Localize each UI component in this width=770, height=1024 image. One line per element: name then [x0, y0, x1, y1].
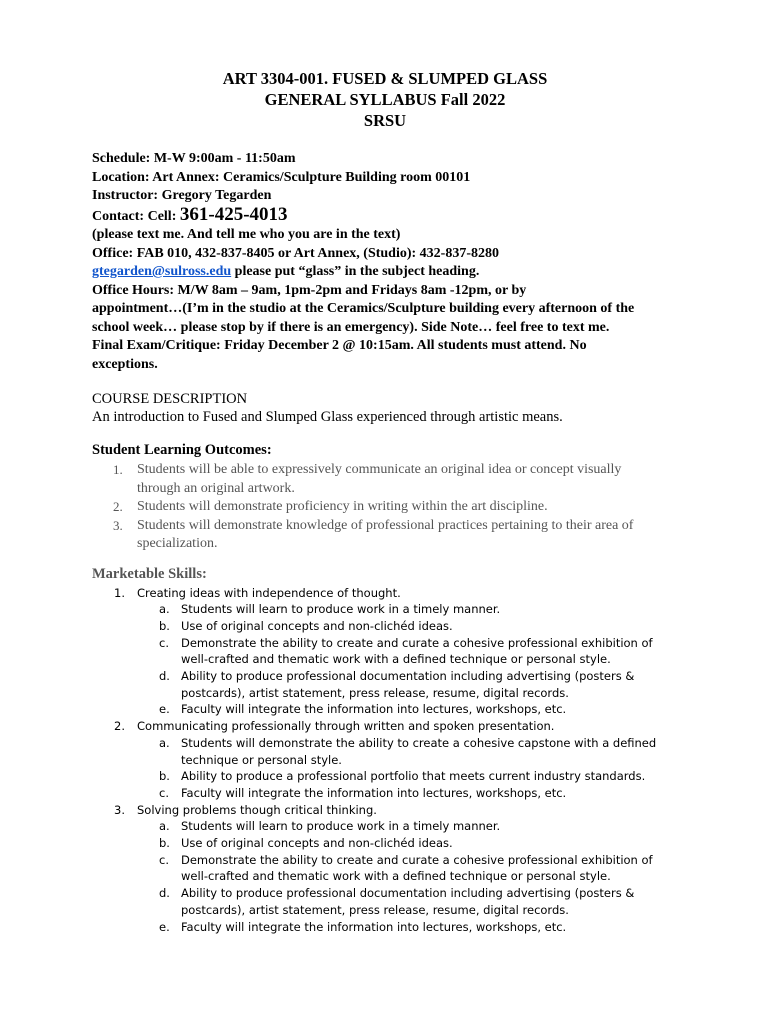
item-letter: b.: [159, 618, 170, 633]
item-text: through an original artwork.: [137, 480, 295, 496]
item-text: Students will demonstrate the ability to create a cohesive capstone with a defined: [181, 735, 657, 750]
learning-outcomes-heading: Student Learning Outcomes:: [92, 442, 272, 458]
final-exam-2: exceptions.: [92, 356, 158, 372]
item-number: 1.: [113, 462, 123, 477]
item-text: Use of original concepts and non-clichéd ideas.: [181, 618, 453, 633]
marketable-skills-list: [92, 585, 678, 936]
sub-item: [92, 919, 678, 936]
location: Location: Art Annex: Ceramics/Sculpture Building room 00101: [92, 169, 471, 185]
email-note: please put “glass” in the subject heading.: [231, 264, 480, 279]
sub-item: [92, 835, 678, 852]
item-text: Use of original concepts and non-clichéd ideas.: [181, 836, 453, 851]
final-exam-1: Final Exam/Critique: Friday December 2 @ 10:15am. All students must attend. No: [92, 338, 587, 353]
item-number: 2.: [113, 499, 123, 514]
text-note: (please text me. And tell me who you are in the text): [92, 227, 401, 242]
title-line-2: GENERAL SYLLABUS Fall 2022: [264, 90, 506, 109]
list-item: [92, 461, 678, 498]
contact-label: Contact: Cell:: [92, 208, 180, 224]
item-text: specialization.: [137, 536, 218, 551]
email-line: [92, 263, 678, 282]
item-letter: b.: [159, 769, 170, 784]
instructor: Instructor: Gregory Tegarden: [92, 188, 272, 203]
item-text: Solving problems though critical thinking.: [137, 802, 377, 817]
item-text: well-crafted and thematic work with a defined technique or personal style.: [181, 652, 611, 667]
sub-item: [92, 785, 678, 802]
item-text: postcards), artist statement, press release, resume, digital records.: [181, 685, 569, 700]
item-text: Students will demonstrate proficiency in writing within the art discipline.: [137, 499, 548, 514]
office-hours-1: Office Hours: M/W 8am – 9am, 1pm-2pm and Fridays 8am -12pm, or by: [92, 282, 527, 298]
learning-outcomes-list: [92, 461, 678, 554]
item-text: technique or personal style.: [181, 752, 342, 767]
office-hours-2: appointment…(I’m in the studio at the Ceramics/Sculpture building every afternoon of the: [92, 301, 635, 316]
list-item: [92, 802, 678, 819]
item-letter: c.: [159, 785, 169, 800]
item-text: postcards), artist statement, press release, resume, digital records.: [181, 902, 569, 917]
title-line-1: ART 3304-001. FUSED & SLUMPED GLASS: [222, 69, 548, 88]
list-item: [92, 718, 678, 735]
item-text: Students will be able to expressively communicate an original idea or concept visually: [137, 462, 622, 477]
sub-item: [92, 668, 678, 701]
sub-item: [92, 768, 678, 785]
contact-phone: 361-425-4013: [179, 203, 288, 225]
item-text: Students will demonstrate knowledge of professional practices pertaining to their area of: [137, 517, 634, 533]
item-text: Ability to produce professional documentation including advertising (posters &: [181, 886, 635, 901]
item-text: Faculty will integrate the information into lectures, workshops, etc.: [181, 702, 567, 717]
sub-item: [92, 635, 678, 668]
item-text: well-crafted and thematic work with a defined technique or personal style.: [181, 869, 611, 884]
marketable-skills-heading: Marketable Skills:: [92, 565, 207, 582]
sub-item: [92, 852, 678, 885]
item-text: Faculty will integrate the information into lectures, workshops, etc.: [181, 785, 567, 800]
schedule: Schedule: M-W 9:00am - 11:50am: [92, 151, 296, 166]
item-letter: b.: [159, 836, 170, 851]
item-number: 2.: [114, 719, 125, 734]
item-letter: d.: [159, 886, 170, 901]
sub-item: [92, 818, 678, 835]
item-text: Students will learn to produce work in a timely manner.: [181, 602, 501, 617]
item-letter: c.: [159, 635, 169, 650]
sub-item: [92, 735, 678, 768]
course-description-heading: COURSE DESCRIPTION: [92, 391, 248, 407]
office-hours-3: school week… please stop by if there is an emergency). Side Note… feel free to text me.: [92, 319, 610, 335]
item-letter: c.: [159, 852, 169, 867]
document-title: [92, 68, 678, 131]
title-line-3: SRSU: [363, 111, 407, 130]
course-description-text: An introduction to Fused and Slumped Glass experienced through artistic means.: [92, 409, 563, 425]
sub-item: [92, 885, 678, 918]
item-text: Ability to produce a professional portfolio that meets current industry standards.: [181, 769, 646, 784]
list-item: [92, 585, 678, 602]
sub-item: [92, 601, 678, 618]
course-description: [92, 390, 678, 426]
course-info: [92, 150, 678, 374]
item-number: 1.: [114, 585, 125, 600]
item-letter: d.: [159, 669, 170, 684]
email-link[interactable]: gtegarden@sulross.edu: [92, 264, 232, 279]
item-text: Students will learn to produce work in a timely manner.: [181, 819, 501, 834]
item-number: 3.: [114, 802, 125, 817]
item-text: Communicating professionally through written and spoken presentation.: [137, 719, 555, 734]
item-number: 3.: [113, 517, 123, 533]
sub-item: [92, 701, 678, 718]
item-letter: a.: [159, 735, 170, 750]
contact: [92, 203, 678, 227]
sub-item: [92, 618, 678, 635]
item-text: Faculty will integrate the information into lectures, workshops, etc.: [181, 919, 567, 934]
list-item: [92, 498, 678, 517]
item-letter: e.: [159, 919, 170, 934]
item-text: Demonstrate the ability to create and curate a cohesive professional exhibition of: [181, 635, 653, 650]
item-letter: a.: [159, 819, 170, 834]
item-letter: a.: [159, 602, 170, 617]
item-letter: e.: [159, 702, 170, 717]
office: Office: FAB 010, 432-837-8405 or Art Annex, (Studio): 432-837-8280: [92, 245, 499, 261]
item-text: Demonstrate the ability to create and curate a cohesive professional exhibition of: [181, 852, 653, 867]
item-text: Ability to produce professional documentation including advertising (posters &: [181, 669, 635, 684]
item-text: Creating ideas with independence of thought.: [137, 585, 401, 600]
list-item: [92, 517, 678, 554]
